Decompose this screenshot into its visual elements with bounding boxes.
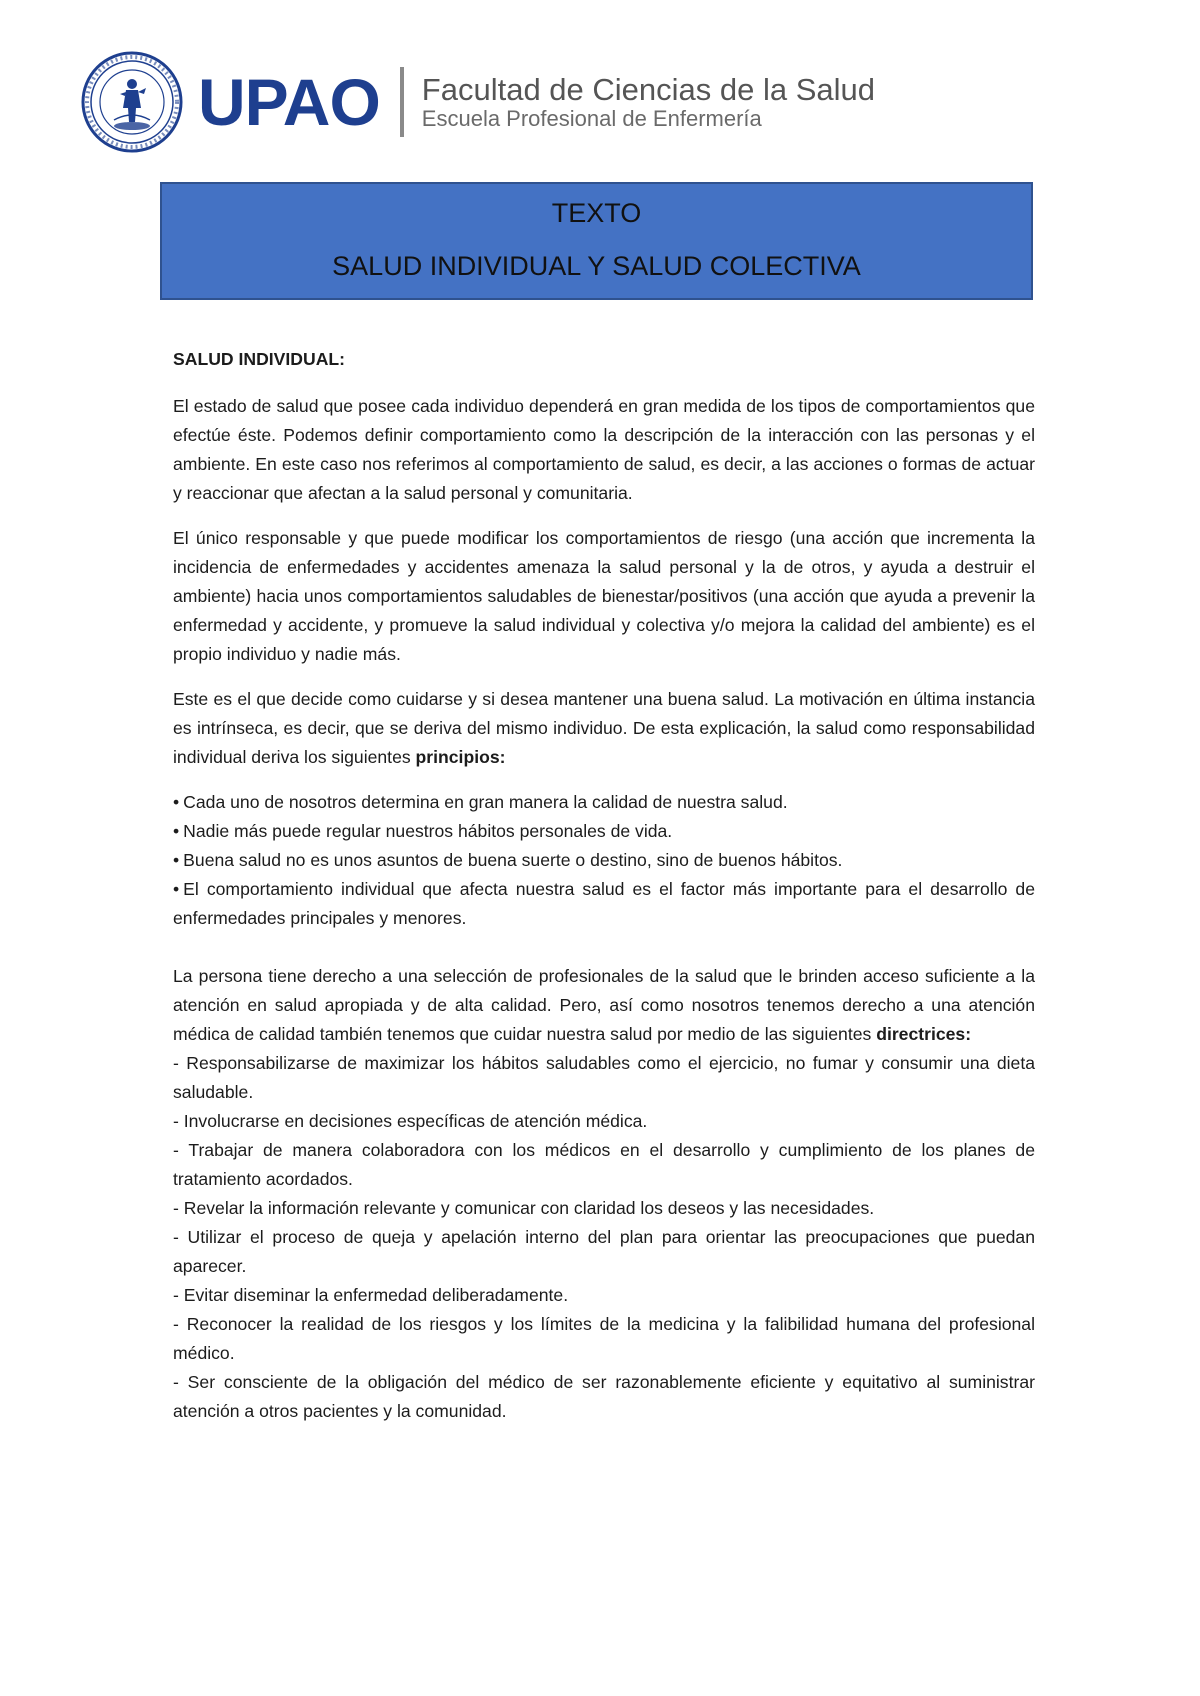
faculty-block (422, 74, 875, 130)
list-item: - Revelar la información relevante y comunicar con claridad los deseos y las necesidades. (173, 1198, 875, 1218)
list-item-text: Buena salud no es unos asuntos de buena suerte o destino, sino de buenos hábitos. (183, 850, 843, 870)
bullet-icon: • (173, 792, 180, 812)
principles-list (173, 788, 1035, 933)
principles-intro: Este es el que decide como cuidarse y si desea mantener una buena salud. La motivación en última instancia es intrínseca, es decir, que se deriva del mismo individuo. De esta explicación, la salud como responsabilidad individual deriva los siguientes (173, 689, 1035, 767)
list-item: - Ser consciente de la obligación del médico de ser razonablemente eficiente y equitativo al suministrar atención a otros pacientes y la comunidad. (173, 1372, 1035, 1421)
letterhead (80, 46, 880, 158)
document-title: SALUD INDIVIDUAL Y SALUD COLECTIVA (332, 251, 861, 281)
bullet-icon: • (173, 821, 180, 841)
title-box (160, 182, 1033, 300)
list-item: - Trabajar de manera colaboradora con los médicos en el desarrollo y cumplimiento de los planes de tratamiento acordados. (173, 1140, 1035, 1189)
list-item: - Involucrarse en decisiones específicas de atención médica. (173, 1111, 648, 1131)
list-item: - Responsabilizarse de maximizar los hábitos saludables como el ejercicio, no fumar y consumir una dieta saludable. (173, 1053, 1035, 1102)
list-item (173, 817, 1035, 846)
bullet-icon: • (173, 879, 180, 899)
faculty-name: Facultad de Ciencias de la Salud (421, 72, 876, 108)
principles-intro-paragraph (173, 685, 1035, 772)
list-item-text: El comportamiento individual que afecta nuestra salud es el factor más importante para el desarrollo de enfermedades principales y menores. (173, 879, 1035, 928)
section-heading: SALUD INDIVIDUAL: (173, 349, 346, 369)
list-item (173, 846, 1035, 875)
directives-intro-paragraph (173, 962, 1035, 1049)
list-item (173, 788, 1035, 817)
principles-keyword: principios (415, 747, 500, 767)
list-item (173, 875, 1035, 933)
upao-logo-text: UPAO (198, 65, 380, 139)
directives-colon: : (965, 1024, 972, 1044)
paragraph: El estado de salud que posee cada individuo dependerá en gran medida de los tipos de comportamientos que efectúe éste. Podemos definir comportamiento como la descripción de la interacción con las personas y el ambiente. En este caso nos referimos al comportamiento de salud, es decir, a las acciones o formas de actuar y reaccionar que afectan a la salud personal y comunitaria. (173, 396, 1035, 503)
list-item: - Evitar diseminar la enfermedad deliberadamente. (173, 1285, 569, 1305)
list-item-text: Cada uno de nosotros determina en gran manera la calidad de nuestra salud. (183, 792, 788, 812)
logo-divider (400, 67, 404, 137)
directives-list (173, 1049, 1035, 1426)
directives-keyword: directrices (876, 1024, 966, 1044)
paragraph: El único responsable y que puede modificar los comportamientos de riesgo (una acción que incrementa la incidencia de enfermedades y accidentes amenaza la salud personal y la de otros, y ayuda a destruir el ambiente) hacia unos comportamientos saludables de bienestar/positivos (una acción que ayuda a prevenir la enfermedad y accidente, y promueve la salud individual y colectiva y/o mejora la calidad del ambiente) es el propio individuo y nadie más. (173, 528, 1035, 664)
list-item: - Reconocer la realidad de los riesgos y los límites de la medicina y la falibilidad humana del profesional médico. (173, 1314, 1035, 1363)
school-name: Escuela Profesional de Enfermería (421, 105, 762, 131)
principles-colon: : (499, 747, 506, 767)
bullet-icon: • (173, 850, 180, 870)
list-item-text: Nadie más puede regular nuestros hábitos personales de vida. (183, 821, 673, 841)
title-label: TEXTO (551, 198, 642, 228)
directives-intro: La persona tiene derecho a una selección de profesionales de la salud que le brinden acceso suficiente a la atención en salud apropiada y de alta calidad. Pero, así como nosotros tenemos derecho a una atención médica de calidad también tenemos que cuidar nuestra salud por medio de las siguientes (173, 966, 1035, 1044)
document-body (173, 345, 1035, 1426)
university-seal-icon (80, 50, 184, 154)
list-item: - Utilizar el proceso de queja y apelación interno del plan para orientar las preocupaciones que puedan aparecer. (173, 1227, 1035, 1276)
